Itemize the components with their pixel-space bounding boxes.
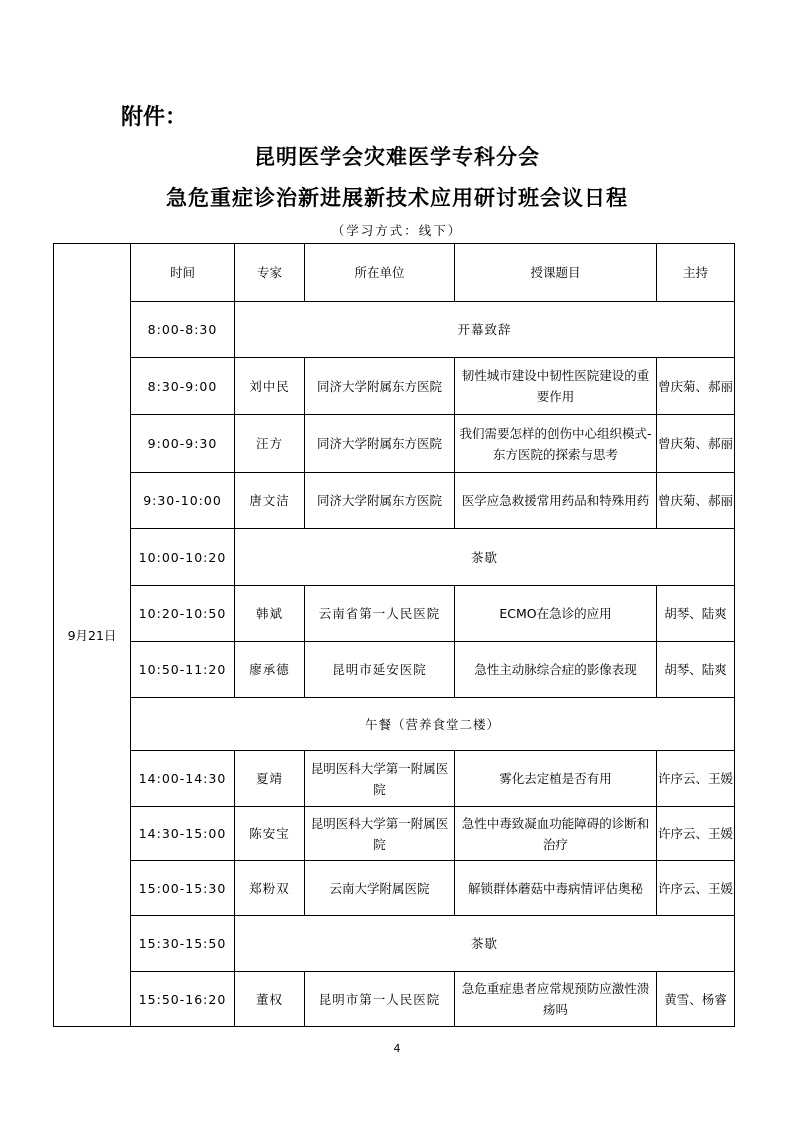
event-cell: 茶歇 — [235, 529, 735, 586]
host-cell: 许序云、王媛 — [657, 807, 735, 861]
unit-cell: 昆明市延安医院 — [305, 642, 455, 698]
host-cell: 胡琴、陆爽 — [657, 586, 735, 642]
expert-cell: 刘中民 — [235, 358, 305, 415]
topic-cell: 韧性城市建设中韧性医院建设的重要作用 — [455, 358, 657, 415]
expert-cell: 唐文洁 — [235, 473, 305, 529]
table-row — [54, 302, 735, 358]
unit-cell: 同济大学附属东方医院 — [305, 415, 455, 473]
expert-cell: 董权 — [235, 972, 305, 1027]
learning-mode: （学习方式：线下） — [331, 223, 463, 238]
date-cell: 9月21日 — [54, 244, 131, 1027]
host-cell: 许序云、王媛 — [657, 751, 735, 807]
lunch-cell: 午餐（营养食堂二楼） — [131, 698, 735, 751]
expert-cell: 郑粉双 — [235, 861, 305, 916]
table-row — [54, 586, 735, 642]
header-host: 主持 — [657, 244, 735, 302]
unit-cell: 同济大学附属东方医院 — [305, 473, 455, 529]
host-cell: 黄雪、杨睿 — [657, 972, 735, 1027]
table-row — [54, 529, 735, 586]
topic-cell: 医学应急救援常用药品和特殊用药 — [455, 473, 657, 529]
header-topic: 授课题目 — [455, 244, 657, 302]
event-cell: 茶歇 — [235, 916, 735, 972]
event-cell: 开幕致辞 — [235, 302, 735, 358]
time-cell: 9:30-10:00 — [131, 473, 235, 529]
time-cell: 14:30-15:00 — [131, 807, 235, 861]
time-cell: 15:30-15:50 — [131, 916, 235, 972]
document-subtitle: 急危重症诊治新进展新技术应用研讨班会议日程 — [166, 186, 628, 210]
schedule-table — [53, 243, 735, 1027]
host-cell: 许序云、王媛 — [657, 861, 735, 916]
topic-cell: 雾化去定植是否有用 — [455, 751, 657, 807]
host-cell: 曾庆菊、郝丽 — [657, 358, 735, 415]
time-cell: 14:00-14:30 — [131, 751, 235, 807]
time-cell: 9:00-9:30 — [131, 415, 235, 473]
table-row — [54, 698, 735, 751]
expert-cell: 汪方 — [235, 415, 305, 473]
unit-cell: 昆明医科大学第一附属医院 — [305, 807, 455, 861]
table-row — [54, 807, 735, 861]
unit-cell: 云南大学附属医院 — [305, 861, 455, 916]
attachment-label: 附件： — [121, 105, 188, 130]
topic-cell: 急性主动脉综合症的影像表现 — [455, 642, 657, 698]
time-cell: 10:00-10:20 — [131, 529, 235, 586]
table-row — [54, 916, 735, 972]
host-cell: 曾庆菊、郝丽 — [657, 473, 735, 529]
page-number: 4 — [393, 1042, 401, 1055]
topic-cell: 我们需要怎样的创伤中心组织模式-东方医院的探索与思考 — [455, 415, 657, 473]
header-unit: 所在单位 — [305, 244, 455, 302]
unit-cell: 昆明市第一人民医院 — [305, 972, 455, 1027]
topic-cell: ECMO在急诊的应用 — [455, 586, 657, 642]
table-row — [54, 642, 735, 698]
document-title: 昆明医学会灾难医学专科分会 — [254, 145, 540, 169]
topic-cell: 解锁群体蘑菇中毒病情评估奥秘 — [455, 861, 657, 916]
time-cell: 15:00-15:30 — [131, 861, 235, 916]
unit-cell: 云南省第一人民医院 — [305, 586, 455, 642]
host-cell: 曾庆菊、郝丽 — [657, 415, 735, 473]
unit-cell: 同济大学附属东方医院 — [305, 358, 455, 415]
time-cell: 15:50-16:20 — [131, 972, 235, 1027]
topic-cell: 急危重症患者应常规预防应激性溃疡吗 — [455, 972, 657, 1027]
expert-cell: 夏靖 — [235, 751, 305, 807]
table-row — [54, 358, 735, 415]
table-row — [54, 861, 735, 916]
table-row — [54, 972, 735, 1027]
topic-cell: 急性中毒致凝血功能障碍的诊断和治疗 — [455, 807, 657, 861]
header-time: 时间 — [131, 244, 235, 302]
table-row — [54, 751, 735, 807]
header-row — [54, 244, 735, 302]
expert-cell: 廖承德 — [235, 642, 305, 698]
time-cell: 8:00-8:30 — [131, 302, 235, 358]
table-row — [54, 473, 735, 529]
expert-cell: 韩斌 — [235, 586, 305, 642]
expert-cell: 陈安宝 — [235, 807, 305, 861]
host-cell: 胡琴、陆爽 — [657, 642, 735, 698]
unit-cell: 昆明医科大学第一附属医院 — [305, 751, 455, 807]
time-cell: 8:30-9:00 — [131, 358, 235, 415]
time-cell: 10:50-11:20 — [131, 642, 235, 698]
time-cell: 10:20-10:50 — [131, 586, 235, 642]
header-expert: 专家 — [235, 244, 305, 302]
table-row — [54, 415, 735, 473]
